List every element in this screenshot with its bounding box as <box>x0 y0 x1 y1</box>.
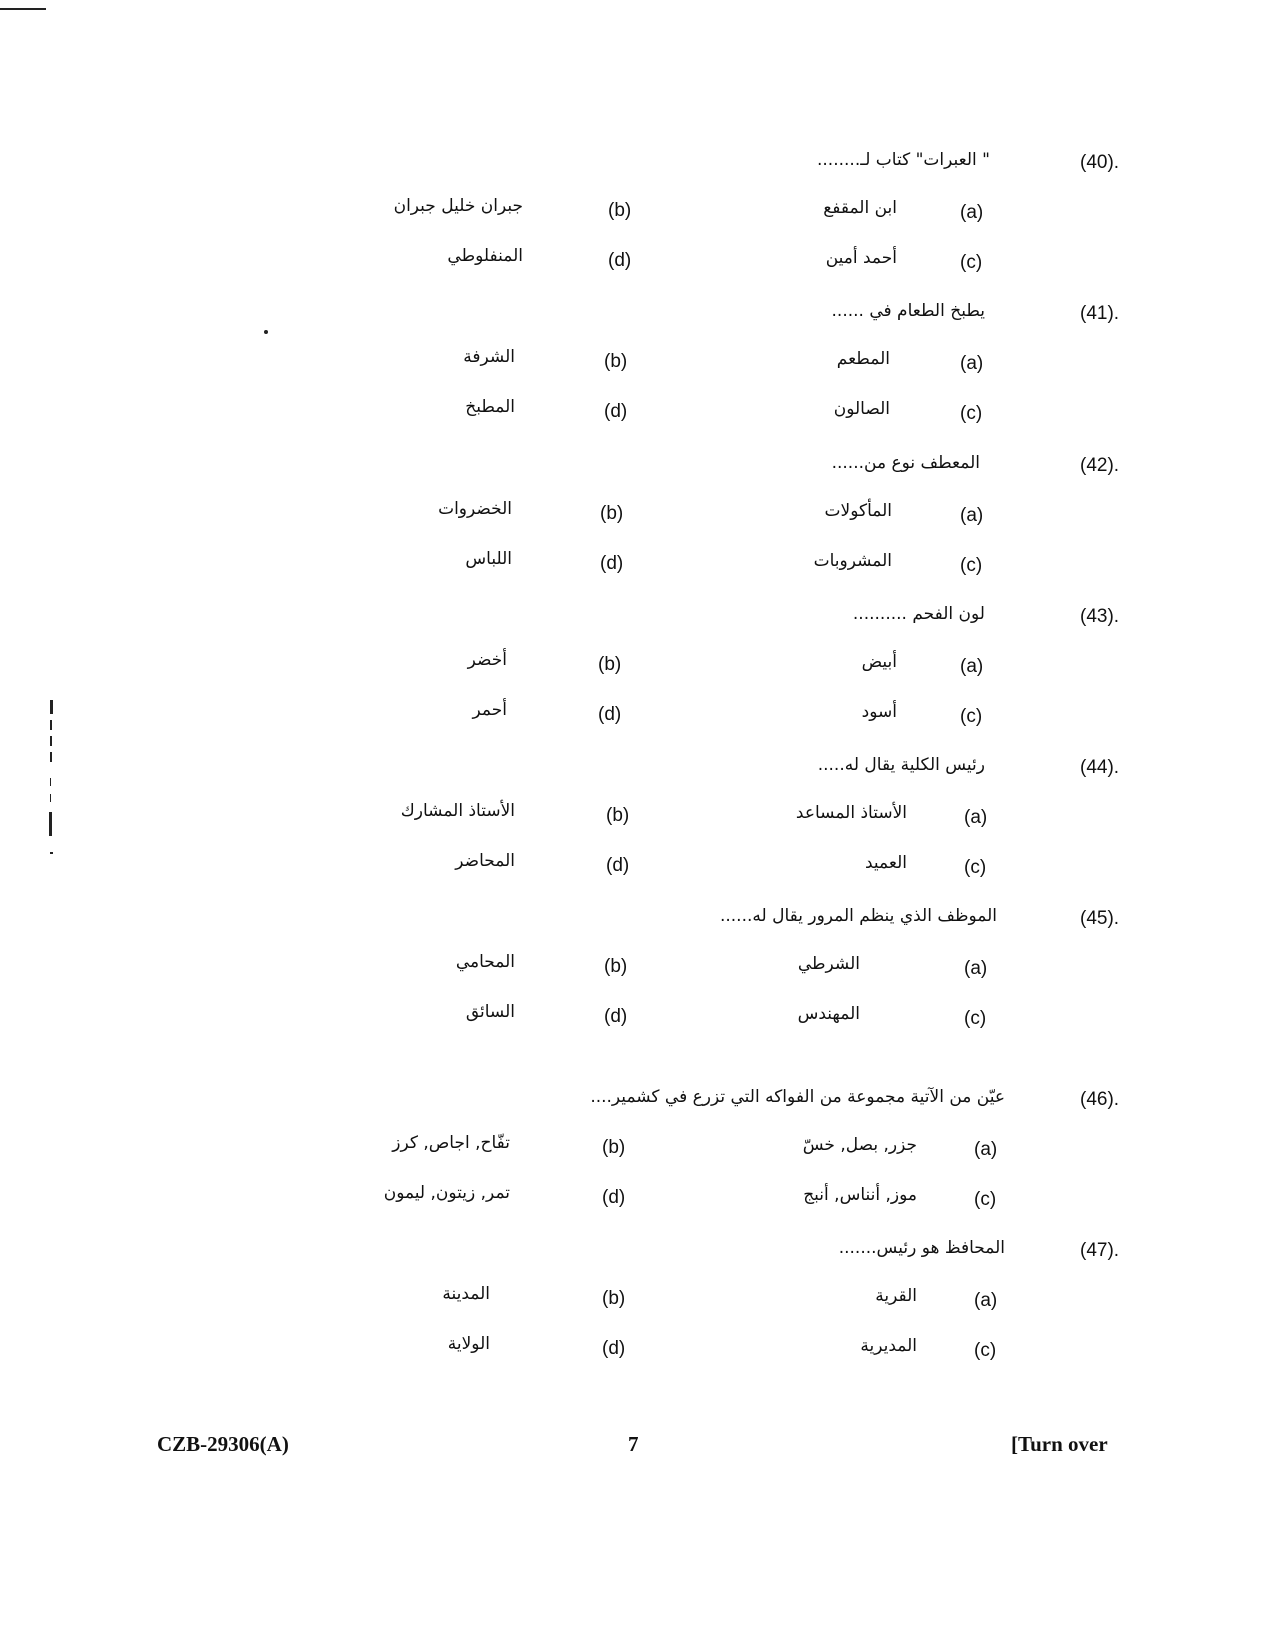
option-b: أخضر <box>467 650 507 670</box>
option-b: الخضروات <box>438 499 512 519</box>
option-a: جزر, بصل, خسّ <box>802 1135 917 1155</box>
option-letter-d: (d) <box>604 401 628 422</box>
option-a: القرية <box>875 1286 917 1306</box>
option-letter-b: (b) <box>606 805 630 826</box>
option-letter-b: (b) <box>608 200 632 221</box>
question-number: (40). <box>1080 152 1120 173</box>
turn-over-label: [Turn over <box>1011 1432 1108 1456</box>
binding-mark <box>50 794 51 802</box>
option-letter-b: (b) <box>602 1137 626 1158</box>
question-stem: المحافظ هو رئيس....... <box>838 1238 1005 1258</box>
option-letter-a: (a) <box>960 505 984 526</box>
option-c: الصالون <box>833 399 890 419</box>
option-b: المدينة <box>442 1284 490 1304</box>
option-b: المحامي <box>455 952 515 972</box>
page-number: 7 <box>628 1432 639 1456</box>
option-letter-d: (d) <box>600 553 624 574</box>
option-d: الولاية <box>447 1334 490 1354</box>
option-c: أحمد أمين <box>825 248 897 268</box>
option-c: المهندس <box>797 1004 860 1024</box>
binding-mark <box>49 812 52 836</box>
question-number: (47). <box>1080 1240 1120 1261</box>
option-letter-c: (c) <box>964 1008 987 1029</box>
option-b: جبران خليل جبران <box>393 196 523 216</box>
option-letter-d: (d) <box>608 250 632 271</box>
option-c: موز, أنناس, أنبج <box>803 1185 917 1205</box>
binding-mark <box>50 736 52 746</box>
top-rule <box>0 8 46 10</box>
option-d: المنفلوطي <box>447 246 523 266</box>
question-number: (44). <box>1080 757 1120 778</box>
exam-code: CZB-29306(A) <box>157 1432 289 1456</box>
binding-mark <box>50 778 51 786</box>
option-letter-b: (b) <box>604 956 628 977</box>
option-letter-c: (c) <box>974 1189 997 1210</box>
option-d: أحمر <box>472 700 507 720</box>
option-d: السائق <box>465 1002 515 1022</box>
question-number: (42). <box>1080 455 1120 476</box>
option-letter-d: (d) <box>606 855 630 876</box>
option-letter-c: (c) <box>964 857 987 878</box>
option-b: تفّاح, اجاص, كرز <box>392 1133 510 1153</box>
option-letter-a: (a) <box>960 202 984 223</box>
option-a: المأكولات <box>824 501 892 521</box>
option-d: المطبخ <box>465 397 515 417</box>
question-number: (41). <box>1080 303 1120 324</box>
question-stem: لون الفحم .......... <box>852 604 985 624</box>
question-number: (43). <box>1080 606 1120 627</box>
question-number: (45). <box>1080 908 1120 929</box>
question-stem: " العبرات" كتاب لـ........ <box>817 150 990 170</box>
question-stem: الموظف الذي ينظم المرور يقال له...... <box>719 906 997 926</box>
option-a: أبيض <box>861 652 897 672</box>
option-letter-c: (c) <box>960 403 983 424</box>
option-letter-a: (a) <box>974 1139 998 1160</box>
option-letter-d: (d) <box>598 704 622 725</box>
option-letter-a: (a) <box>964 958 988 979</box>
option-letter-d: (d) <box>602 1187 626 1208</box>
option-b: الشرفة <box>463 347 515 367</box>
option-letter-c: (c) <box>960 252 983 273</box>
option-b: الأستاذ المشارك <box>400 801 515 821</box>
question-stem: رئيس الكلية يقال له..... <box>817 755 985 775</box>
binding-mark <box>50 752 52 762</box>
question-stem: عيّن من الآتية مجموعة من الفواكه التي تزرع في كشمير.... <box>590 1087 1005 1107</box>
option-letter-b: (b) <box>600 503 624 524</box>
option-c: المديرية <box>860 1336 917 1356</box>
option-d: تمر, زيتون, ليمون <box>383 1183 510 1203</box>
option-a: الأستاذ المساعد <box>795 803 907 823</box>
option-letter-b: (b) <box>602 1288 626 1309</box>
option-a: المطعم <box>836 349 890 369</box>
question-stem: يطبخ الطعام في ...... <box>831 301 985 321</box>
option-letter-a: (a) <box>964 807 988 828</box>
option-c: المشروبات <box>813 551 892 571</box>
binding-mark <box>50 852 53 854</box>
option-d: المحاضر <box>455 851 515 871</box>
option-letter-c: (c) <box>974 1340 997 1361</box>
option-letter-d: (d) <box>602 1338 626 1359</box>
binding-mark <box>50 700 53 714</box>
option-a: ابن المقفع <box>823 198 897 218</box>
option-letter-a: (a) <box>960 353 984 374</box>
question-stem: المعطف نوع من...... <box>831 453 980 473</box>
option-c: أسود <box>861 702 897 722</box>
option-d: اللباس <box>465 549 512 569</box>
option-letter-d: (d) <box>604 1006 628 1027</box>
option-letter-c: (c) <box>960 555 983 576</box>
option-letter-c: (c) <box>960 706 983 727</box>
binding-mark <box>50 720 52 730</box>
option-letter-a: (a) <box>960 656 984 677</box>
option-letter-a: (a) <box>974 1290 998 1311</box>
option-letter-b: (b) <box>598 654 622 675</box>
option-c: العميد <box>865 853 907 873</box>
option-letter-b: (b) <box>604 351 628 372</box>
option-a: الشرطي <box>797 954 860 974</box>
stray-dot <box>264 330 268 334</box>
question-number: (46). <box>1080 1089 1120 1110</box>
